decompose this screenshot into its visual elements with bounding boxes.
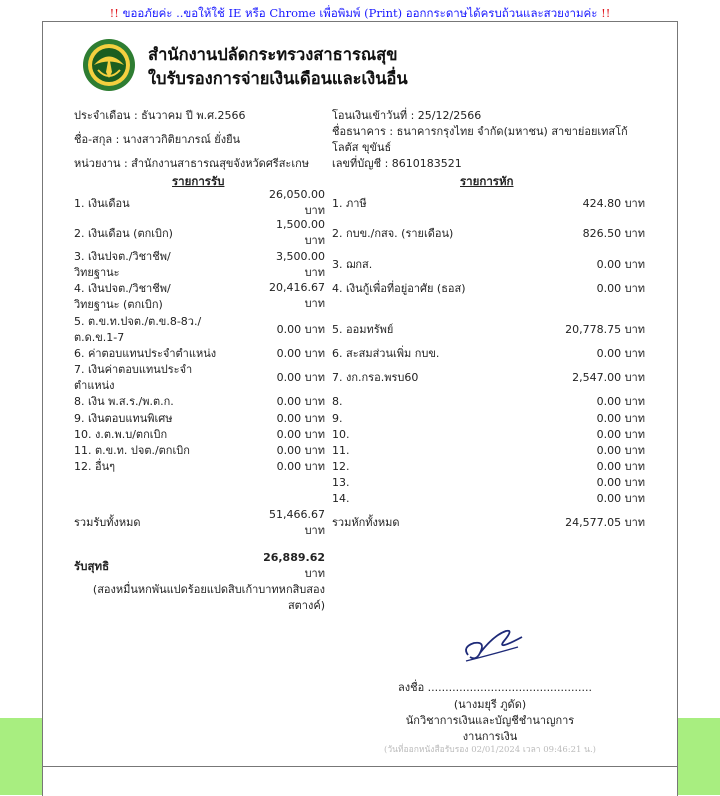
income-unit: บาท xyxy=(304,234,325,247)
bank-branch: โลตัส ขุขันธ์ xyxy=(332,141,392,154)
bank-name: ชื่อธนาคาร : ธนาคารกรุงไทย จำกัด(มหาชน) สาขาย่อยเทสโก้ xyxy=(332,125,628,138)
deduction-amount: 0.00 บาท xyxy=(596,492,645,505)
deduction-amount: 0.00 บาท xyxy=(596,258,645,271)
income-label-cont: ต.ด.ข.1-7 xyxy=(74,331,125,344)
income-label-cont: วิทยฐานะ xyxy=(74,266,120,279)
deduction-label: 14. xyxy=(332,492,350,505)
income-label: 3. เงินปจต./วิชาชีพ/ xyxy=(74,250,171,263)
deduction-amount: 826.50 บาท xyxy=(582,227,645,240)
deduction-label: 6. สะสมส่วนเพิ่ม กบข. xyxy=(332,347,440,360)
net-label: รับสุทธิ xyxy=(74,559,110,573)
deduction-amount: 0.00 บาท xyxy=(596,347,645,360)
income-unit: บาท xyxy=(304,266,325,279)
deduction-amount: 20,778.75 บาท xyxy=(565,323,645,336)
net-unit: บาท xyxy=(304,567,325,580)
deduction-label: 2. กบข./กสจ. (รายเดือน) xyxy=(332,227,454,240)
deduction-label: 3. ฌกส. xyxy=(332,258,373,271)
transfer-date: โอนเงินเข้าวันที่ : 25/12/2566 xyxy=(332,109,482,122)
document-title: ใบรับรองการจ่ายเงินเดือนและเงินอื่น xyxy=(148,69,408,88)
income-heading: รายการรับ xyxy=(172,174,225,188)
deduction-amount: 2,547.00 บาท xyxy=(572,371,645,384)
income-label: 7. เงินค่าตอบแทนประจำ xyxy=(74,363,193,376)
deduction-label: 8. xyxy=(332,395,343,408)
income-label: 9. เงินตอบแทนพิเศษ xyxy=(74,412,173,425)
deduction-label: 12. xyxy=(332,460,350,473)
ministry-title: สำนักงานปลัดกระทรวงสาธารณสุข xyxy=(148,45,398,64)
deduction-label: 1. ภาษี xyxy=(332,197,367,210)
signer-position: นักวิชาการเงินและบัญชีชำนาญการ xyxy=(405,714,575,727)
deduction-heading: รายการหัก xyxy=(460,174,514,188)
deduction-label: 7. งก.กรอ.พรบ60 xyxy=(332,371,419,384)
signature-mark xyxy=(460,625,530,665)
deduction-amount: 0.00 บาท xyxy=(596,460,645,473)
income-label-cont: ตำแหน่ง xyxy=(74,379,115,392)
deduction-label: 11. xyxy=(332,444,350,457)
income-amount: 3,500.00 xyxy=(276,250,325,263)
sign-line: ลงชื่อ ............................................... xyxy=(398,681,593,694)
income-unit: บาท xyxy=(304,297,325,310)
deduction-amount: 0.00 บาท xyxy=(596,476,645,489)
income-amount: 20,416.67 xyxy=(269,281,325,294)
income-label-cont: วิทยฐานะ (ตกเบิก) xyxy=(74,298,163,311)
income-amount: 0.00 บาท xyxy=(276,395,325,408)
deduction-label: 9. xyxy=(332,412,343,425)
issued-timestamp: (วันที่ออกหนังสือรับรอง 02/01/2024 เวลา 09:46:21 น.) xyxy=(384,745,596,755)
income-amount: 0.00 บาท xyxy=(276,371,325,384)
income-label: 10. ง.ต.พ.บ/ตกเบิก xyxy=(74,428,168,441)
income-amount: 0.00 บาท xyxy=(276,428,325,441)
income-label: 5. ต.ข.ท.ปจต./ต.ข.8-8ว./ xyxy=(74,315,202,328)
net-in-words: (สองหมื่นหกพันแปดร้อยแปดสิบเก้าบาทหกสิบสอง xyxy=(92,583,325,596)
deduction-label: 4. เงินกู้เพื่อที่อยู่อาศัย (ธอส) xyxy=(332,282,466,295)
deduction-label: 10. xyxy=(332,428,350,441)
income-amount: 0.00 บาท xyxy=(276,412,325,425)
income-amount: 0.00 บาท xyxy=(276,347,325,360)
deduction-total-amount: 24,577.05 บาท xyxy=(565,516,645,529)
income-amount: 0.00 บาท xyxy=(276,460,325,473)
deduction-label: 5. ออมทรัพย์ xyxy=(332,323,394,336)
income-label: 6. ค่าตอบแทนประจำตำแหน่ง xyxy=(74,347,217,360)
deduction-amount: 0.00 บาท xyxy=(596,412,645,425)
employee-name: ชื่อ-สกุล : นางสาวกิติยาภรณ์ ยั่งยืน xyxy=(74,133,241,146)
income-label: 8. เงิน พ.ส.ร./พ.ต.ก. xyxy=(74,395,174,408)
net-amount: 26,889.62 xyxy=(263,551,325,564)
income-amount: 1,500.00 xyxy=(276,218,325,231)
income-total-label: รวมรับทั้งหมด xyxy=(74,516,141,529)
deduction-amount: 424.80 บาท xyxy=(582,197,645,210)
income-amount: 26,050.00 xyxy=(269,188,325,201)
income-total-unit: บาท xyxy=(304,524,325,537)
income-label: 12. อื่นๆ xyxy=(74,460,116,473)
ministry-seal-icon xyxy=(82,38,136,92)
notice-text: ขออภัยค่ะ ..ขอให้ใช้ IE หรือ Chrome เพื่อพิมพ์ (Print) ออกกระดาษได้ครบถ้วนและสวยงามค่ะ xyxy=(122,6,598,20)
next-page-edge xyxy=(42,766,678,796)
income-amount: 0.00 บาท xyxy=(276,323,325,336)
net-in-words-cont: สตางค์) xyxy=(287,599,325,612)
income-amount: 0.00 บาท xyxy=(276,444,325,457)
income-total-amount: 51,466.67 xyxy=(269,508,325,521)
account-number: เลขที่บัญชี : 8610183521 xyxy=(332,157,462,170)
pay-month: ประจำเดือน : ธันวาคม ปี พ.ศ.2566 xyxy=(74,109,246,122)
deduction-amount: 0.00 บาท xyxy=(596,428,645,441)
income-label: 1. เงินเดือน xyxy=(74,197,130,210)
income-unit: บาท xyxy=(304,204,325,217)
income-label: 4. เงินปจต./วิชาชีพ/ xyxy=(74,282,171,295)
signer-name: (นางมยุรี ภูดัด) xyxy=(453,698,527,711)
deduction-amount: 0.00 บาท xyxy=(596,444,645,457)
deduction-total-label: รวมหักทั้งหมด xyxy=(332,516,400,529)
income-label: 11. ต.ข.ท. ปจต./ตกเบิก xyxy=(74,444,190,457)
deduction-label: 13. xyxy=(332,476,350,489)
deduction-amount: 0.00 บาท xyxy=(596,282,645,295)
notice-trail: !! xyxy=(601,6,611,20)
signer-department: งานการเงิน xyxy=(462,730,518,743)
notice-lead: !! xyxy=(109,6,119,20)
income-label: 2. เงินเดือน (ตกเบิก) xyxy=(74,227,173,240)
work-unit: หน่วยงาน : สำนักงานสาธารณสุขจังหวัดศรีสะเกษ xyxy=(74,157,309,170)
deduction-amount: 0.00 บาท xyxy=(596,395,645,408)
